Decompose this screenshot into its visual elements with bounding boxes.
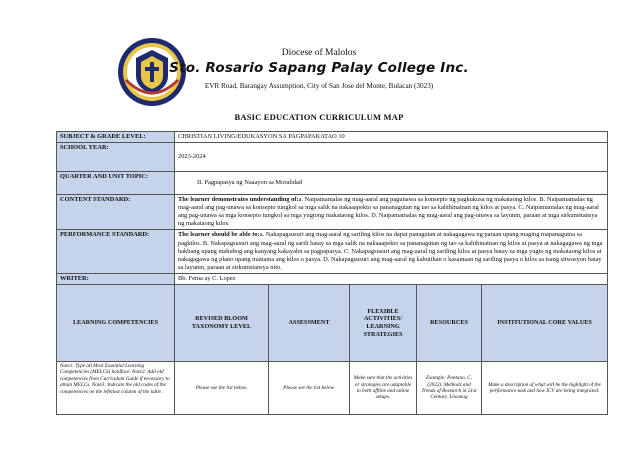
content-standard-value xyxy=(175,195,608,230)
column-header: REVISED BLOOM TAXONOMY LEVEL xyxy=(175,285,269,362)
document-header xyxy=(0,0,638,112)
performance-standard-lead: The learner should be able to: xyxy=(178,231,260,239)
document-title: BASIC EDUCATION CURRICULUM MAP xyxy=(234,112,404,122)
column-header: LEARNING COMPETENCIES xyxy=(57,285,175,362)
writer-value: Bb. Fema ay C. Lopez xyxy=(175,273,608,284)
notes-cell: Make sure that the activities or strategies are adaptable to both offline and online setups. xyxy=(350,362,417,415)
notes-cell: Please see the list below. xyxy=(175,362,269,415)
notes-row xyxy=(57,362,608,415)
school-year-row xyxy=(57,143,608,172)
school-year-label: SCHOOL YEAR: xyxy=(57,143,175,172)
content-standard-lead: The learner demonstrates understanding of: xyxy=(178,196,299,204)
notes-cell: Note1: Type all Most Essential Learning Competencies (MELCS) boldface. Note2: Add old competencies from Curriculum Guide if necessary to attain MELCs. Note3: Indicate the old codes of the competencies on the leftmost column of the table. xyxy=(57,362,175,415)
content-standard-text: a. Naipamamalas ng mag-aaral ang pagunawa sa konsepto ng pagkukusa ng makataong kilos. B. Naipamamalas ng mag-aaral ang pag-unawa sa konsepto tungkol sa mga salik na nakaaapekto sa pananagutan ng tao sa kahihinatnan ng kilos at pasya. C. Naipamamalas ng mag-aaral ang pag-unawa sa mga konsepto tungkol sa mga yugtong makataong kilos. D. Naipamamalas ng mag-aaral ang pag-unawa sa layunin, paraan at mga sirkumstansya ng makataong kilos. xyxy=(178,196,599,228)
performance-standard-value xyxy=(175,230,608,273)
subject-label: SUBJECT & GRADE LEVEL: xyxy=(57,132,175,143)
notes-cell: Make a description of what will be the highlight of the performance task and how ICV are being integrated. xyxy=(482,362,608,415)
performance-standard-label: PERFORMANCE STANDARD: xyxy=(57,230,175,273)
performance-standard-row xyxy=(57,230,608,273)
subject-row xyxy=(57,132,608,143)
curriculum-map-table xyxy=(56,131,608,415)
subject-value: CHRISTIAN LIVING/EDUKASYON SA PAGPAPAKATAO 10 xyxy=(175,132,608,143)
column-header-row xyxy=(57,285,608,362)
writer-label: WRITER: xyxy=(57,273,175,284)
writer-row xyxy=(57,273,608,284)
college-name: Sto. Rosario Sapang Palay College Inc. xyxy=(169,60,469,76)
column-header: ASSESSMENT xyxy=(269,285,350,362)
column-header: RESOURCES xyxy=(417,285,482,362)
quarter-label: QUARTER AND UNIT TOPIC: xyxy=(57,172,175,195)
content-standard-row xyxy=(57,195,608,230)
quarter-value: II. Pagpapasya ng Naaayon sa Moralidad xyxy=(175,172,608,195)
column-header: FLEXIBLE ACTIVITIES/ LEARNING STRATEGIES xyxy=(350,285,417,362)
quarter-row xyxy=(57,172,608,195)
content-standard-label: CONTENT STANDARD: xyxy=(57,195,175,230)
college-address: EVR Road, Barangay Assumption, City of San Jose del Monte, Bulacan (3023) xyxy=(204,82,434,90)
notes-cell: Example: Pantano, C. (2022). Methods and Trends of Research in 21st Century. Liwanag xyxy=(417,362,482,415)
notes-cell: Please see the list below. xyxy=(269,362,350,415)
diocese-name: Diocese of Malolos xyxy=(281,48,357,58)
performance-standard-text: a. Nakapagsusuri ang mag-aaral ng sariling kilos na dapat panagutan at nakagagawa ng paraan upang maging mapanagutna sa pagkilos. B. Nakapagsusuri ang mag-aaral ng sarili batay sa mga salik na nakaaapekto sa pananagutan ng tao sa kahihinatnan ng kilos at pasya at nakagagawa ng mga hakbang upang mahubog ang kanyang kakayahn sa pagpapasya. C. Nakapagsusuri ang mag-aaral ng sariling kilos at pasya batay sa mga yugto ng makataong kilos at nakagagawa ng plano upang maitama ang kilos o pasya. D. Nakapagsusuri ang mag-aaral ng kabutihan o kasamaan ng sariling pasya o kilos sa isang sitwasyon batay sa layunin, paraan at sirkumstansya nito. xyxy=(178,231,603,271)
column-header: INSTITUTIONAL CORE VALUES xyxy=(482,285,608,362)
school-year-value: 2023-2024 xyxy=(175,143,608,172)
